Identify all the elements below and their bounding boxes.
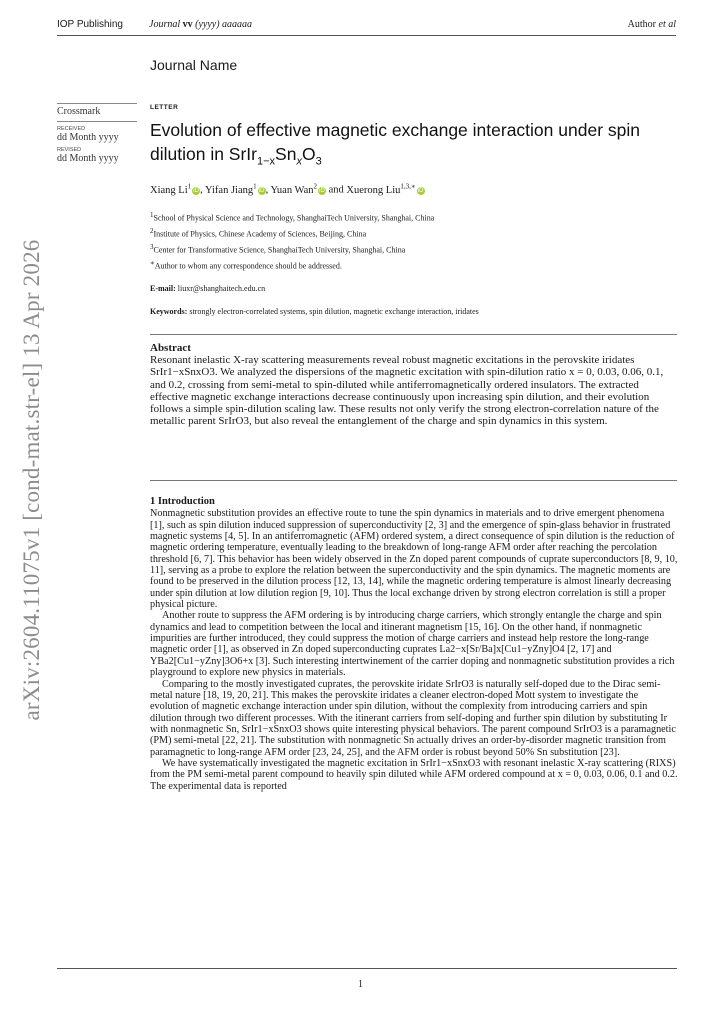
title-sub: 3 — [315, 155, 322, 168]
orcid-icon[interactable]: iD — [193, 187, 199, 194]
title-line-2: dilution in SrIr — [150, 144, 257, 164]
paper-title — [150, 118, 680, 174]
revised-label: REVISED — [57, 147, 82, 153]
author — [270, 182, 327, 196]
received-label: RECEIVED — [57, 126, 86, 132]
affiliation-text: Institute of Physics, Chinese Academy of Sciences, Beijing, China — [153, 229, 367, 239]
affiliation-text: Author to whom any correspondence should be addressed. — [154, 262, 342, 272]
title-mid: Sn — [275, 144, 297, 164]
affiliation-mark: ∗ — [150, 259, 155, 268]
email-label: E-mail: — [150, 284, 176, 293]
paragraph: Comparing to the mostly investigated cuprates, the perovskite iridate SrIrO3 is naturally self-doped due to the Dirac semi-metal nature [18, 19, 20, 21]. This makes the perovskite iridates a cleaner electron-doped Mott system to investigate the evolution of magnetic exchange interaction under spin dilution, without the complexity from introducing carriers and spin dilution through two different processes. With the itinerant carriers from self-doping and further spin dilution by substituting Ir with nonmagnetic Sn, SrIr1−xSnxO3 shows quite interesting physical behaviors. The parent compound SrIrO3 is a paramagnetic (PM) semi-metal [22, 21]. The substitution with nonmagnetic Sn actually drives an order-by-disorder magnetic transition from paramagnetic to long-range AFM order [23, 24, 25], and the AFM order is robust beyond 50% Sn substitution [23]. — [150, 678, 676, 758]
side-rule — [57, 121, 137, 122]
title-line-1: Evolution of effective magnetic exchange interaction under spin — [150, 120, 640, 140]
journal-prefix: Journal — [149, 19, 181, 30]
author — [346, 182, 424, 196]
abstract-top-rule — [150, 334, 677, 335]
author-affiliation-mark: 1,3,∗ — [400, 182, 416, 190]
page-number: 1 — [358, 979, 363, 990]
author-name: Yifan Jiang — [205, 184, 254, 196]
article-type: LETTER — [150, 104, 179, 111]
email-address[interactable]: liuxr@shanghaitech.edu.cn — [177, 284, 266, 293]
keywords-label: Keywords: — [150, 307, 188, 316]
introduction-section — [150, 496, 678, 792]
affiliations — [150, 209, 434, 274]
author-separator: , — [265, 184, 271, 196]
paragraph: Nonmagnetic substitution provides an effective route to tune the spin dynamics in materials and to drive emergent phenomena [1], such as spin dilution induced suppression of superconductivity [2, 3] and the emergence of spin-glass behavior in frustrated magnetic systems [4, 5]. In an antiferromagnetic (AFM) ordered system, a direct consequence of spin dilution is the reduction of magnetic ordering temperature, eventually leading to the breakdown of long-range AFM order after reaching the percolation threshold [6, 7]. This behavior has been widely observed in the Zn doped parent compounds of cuprate superconductors [8, 9, 10, 11], serving as a probe to explore the relation between the superconductivity and the spin dynamics. The magnetic moments are found to be preserved in the dilution process [12, 13, 14], while the magnetic ordering temperature is almost linearly decreasing under spin dilution at low dilution region [9, 10]. Thus the local exchange driven by strong electron correlation is still a proper physical picture. — [150, 508, 678, 611]
affiliation-text: Center for Transformative Science, ShanghaiTech University, Shanghai, China — [153, 245, 406, 255]
author-name: Xuerong Liu — [346, 184, 401, 196]
author-list — [150, 182, 425, 196]
revised-date: dd Month yyyy — [57, 153, 119, 164]
orcid-icon[interactable]: iD — [258, 187, 265, 194]
running-author — [628, 19, 676, 30]
journal-reference — [149, 19, 252, 30]
title-suffix: O — [301, 144, 316, 164]
abstract-text: Resonant inelastic X-ray scattering measurements reveal robust magnetic excitations in the perovskite iridates SrIr1−xSnxO3. We analyzed the dispersions of the magnetic excitation with spin-dilution ratio x = 0, 0.03, 0.06, 0.1, and 0.2, crossing from semi-metal to spin-diluted while antiferromagnetically ordered insulators. The extracted effective magnetic exchange interactions decrease continuously upon increasing spin dilution, and their evolution follows a simple spin-dilution scaling law. These results not only verify the strong electron-correlation nature of the metallic parent SrIrO3, but also reveal the entanglement of the charge and spin dynamics in this system. — [150, 354, 664, 428]
journal-name: Journal Name — [150, 57, 238, 73]
received-date: dd Month yyyy — [57, 132, 119, 143]
author-name: Yuan Wan — [270, 184, 314, 196]
author — [205, 182, 266, 196]
orcid-icon[interactable]: iD — [417, 187, 424, 194]
email-line — [150, 284, 265, 293]
affiliation — [150, 225, 434, 241]
affiliation — [150, 257, 434, 273]
author-name: Xiang Li — [150, 184, 188, 196]
keywords-line — [150, 307, 479, 316]
author-affiliation-mark: 1 — [253, 182, 257, 190]
abstract-bottom-rule — [150, 480, 677, 481]
article-history — [57, 103, 137, 164]
affiliation-text: School of Physical Science and Technology, ShanghaiTech University, Shanghai, China — [153, 213, 435, 223]
title-sub: 1−x — [257, 155, 276, 168]
title-sub: x — [296, 155, 302, 168]
side-rule — [57, 103, 137, 104]
author — [150, 182, 200, 196]
crossmark-link[interactable]: Crossmark — [57, 106, 101, 117]
paragraph: We have systematically investigated the magnetic excitation in SrIr1−xSnxO3 with resonant inelastic X-ray scattering (RIXS) from the PM semi-metal parent compound to heavily spin diluted while AFM ordered compound at x = 0, 0.03, 0.06, 0.1 and 0.2. The experimental data is reported — [150, 757, 678, 792]
author-separator: and — [326, 184, 347, 196]
paragraph: Another route to suppress the AFM ordering is by introducing charge carriers, which strongly entangle the charge and spin dynamics and lead to competition between the local and itinerant magnetism [15, 16]. On the other hand, if nonmagnetic impurities are further introduced, they could suppress the motion of charge carriers and instead help restore the long-range magnetic order [1], as observed in Zn doped superconducting cuprates La2−x[Sr/Ba]x[Cu1−yZny]O4 [2, 17] and YBa2[Cu1−yZny]3O6+x [3]. Such interesting intertwinement of the carrier doping and nonmagnetic substitution provides a rich playground to explore new physics in materials. — [150, 610, 675, 679]
author-separator: , — [200, 184, 205, 196]
publisher-name: IOP Publishing — [57, 19, 123, 30]
affiliation — [150, 241, 434, 257]
running-author-text: Author et al — [627, 19, 676, 30]
affiliation-mark: 3 — [150, 243, 154, 252]
footer-rule — [57, 968, 677, 969]
author-affiliation-mark: 2 — [313, 182, 317, 190]
section-heading: 1 Introduction — [150, 496, 215, 507]
author-affiliation-mark: 1 — [187, 182, 192, 190]
keywords-text: strongly electron-correlated systems, spin dilution, magnetic exchange interaction, iridates — [189, 307, 479, 316]
orcid-icon[interactable]: iD — [319, 187, 325, 194]
header-rule — [57, 35, 676, 36]
abstract-heading: Abstract — [150, 342, 191, 354]
abstract — [150, 342, 678, 427]
journal-year-pages: (yyyy) aaaaaa — [195, 19, 253, 30]
affiliation-mark: 2 — [150, 227, 154, 236]
affiliation — [150, 209, 434, 225]
affiliation-mark: 1 — [150, 211, 154, 219]
arxiv-stamp-text: arXiv:2604.11075v1 [cond-mat.str-el] 13 Apr 2026 — [19, 239, 44, 721]
journal-volume: vv — [182, 19, 193, 30]
